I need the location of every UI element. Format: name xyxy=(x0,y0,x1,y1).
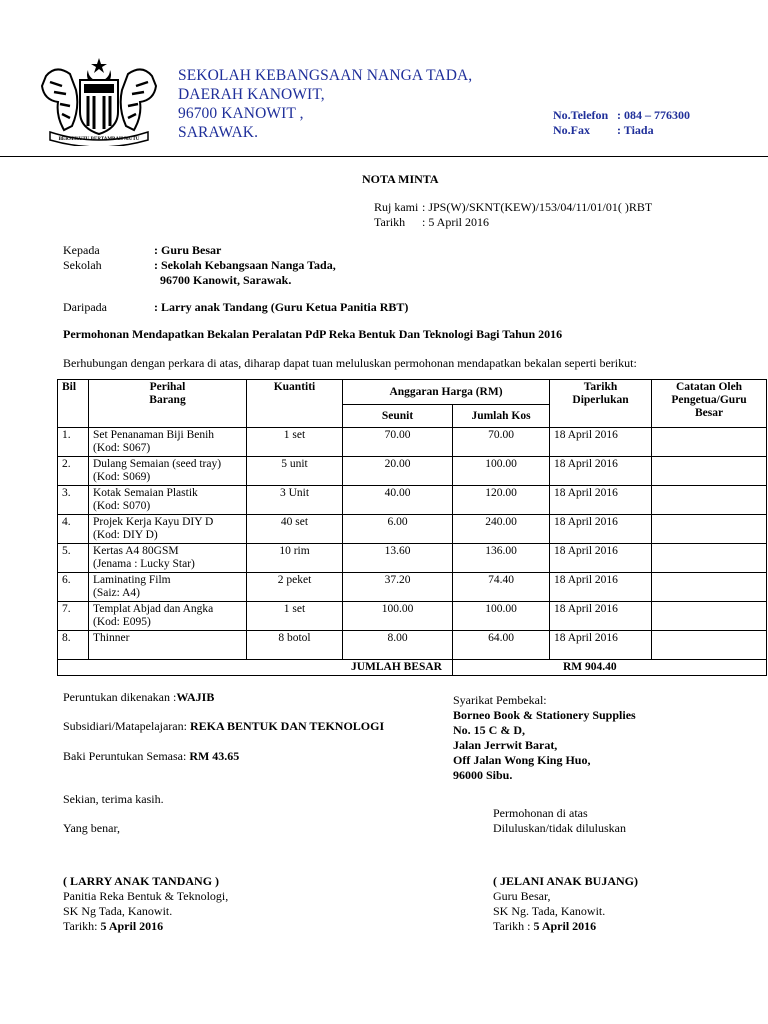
row-unit-price: 13.60 xyxy=(343,544,453,573)
row-bil: 3. xyxy=(58,486,89,515)
signer-left xyxy=(63,874,228,934)
table-row xyxy=(58,631,767,660)
row-date: 18 April 2016 xyxy=(550,515,652,544)
row-qty: 5 unit xyxy=(247,457,343,486)
to-label: Kepada xyxy=(63,243,100,257)
supplier-address-4: 96000 Sibu. xyxy=(453,768,513,782)
signer-left-place: SK Ng Tada, Kanowit. xyxy=(63,904,173,918)
to-line xyxy=(63,243,221,258)
row-item xyxy=(89,515,247,544)
signer-left-date: 5 April 2016 xyxy=(100,919,164,933)
table-row xyxy=(58,573,767,602)
row-date: 18 April 2016 xyxy=(550,631,652,660)
row-qty: 8 botol xyxy=(247,631,343,660)
phone-label: No.Telefon xyxy=(553,108,609,122)
signer-right-date: 5 April 2016 xyxy=(533,919,597,933)
row-item-name: Dulang Semaian (seed tray) xyxy=(93,458,222,470)
allocation-label: Peruntukan dikenakan : xyxy=(63,690,177,704)
approval-line-1: Permohonan di atas xyxy=(493,806,588,820)
items-table xyxy=(57,379,767,676)
row-bil: 8. xyxy=(58,631,89,660)
row-total-cost: 70.00 xyxy=(453,428,550,457)
row-date: 18 April 2016 xyxy=(550,573,652,602)
row-total-cost: 100.00 xyxy=(453,457,550,486)
row-item xyxy=(89,602,247,631)
col-catatan: Catatan Oleh Pengetua/Guru Besar xyxy=(652,380,767,428)
crest-motto: BERSEKUTU BERTAMBAH MUTU xyxy=(58,137,140,142)
col-jumlah-kos: Jumlah Kos xyxy=(453,405,550,428)
closing-regards: Yang benar, xyxy=(63,821,120,835)
fax-label: No.Fax xyxy=(553,123,590,137)
row-note xyxy=(652,428,767,457)
row-item xyxy=(89,544,247,573)
col-seunit: Seunit xyxy=(343,405,453,428)
row-unit-price: 70.00 xyxy=(343,428,453,457)
row-bil: 6. xyxy=(58,573,89,602)
total-row xyxy=(58,660,767,676)
row-bil: 1. xyxy=(58,428,89,457)
col-bil: Bil xyxy=(58,380,89,428)
row-item xyxy=(89,428,247,457)
signer-right-name: ( JELANI ANAK BUJANG) xyxy=(493,874,639,888)
table-row xyxy=(58,602,767,631)
row-unit-price: 6.00 xyxy=(343,515,453,544)
row-item xyxy=(89,486,247,515)
memo-date-label: Tarikh xyxy=(374,215,406,229)
row-unit-price: 40.00 xyxy=(343,486,453,515)
from-label: Daripada xyxy=(63,300,107,314)
row-item-name: Laminating Film xyxy=(93,574,171,586)
total-label: JUMLAH BESAR xyxy=(58,660,453,676)
row-item-name: Thinner xyxy=(93,632,130,644)
school-label: Sekolah xyxy=(63,258,102,272)
allocation-value: WAJIB xyxy=(176,690,215,704)
from-line xyxy=(63,300,408,315)
supplier-block xyxy=(453,693,636,783)
table-row xyxy=(58,486,767,515)
row-item-name: Projek Kerja Kayu DIY D xyxy=(93,516,214,528)
row-note xyxy=(652,544,767,573)
col-tarikh: Tarikh Diperlukan xyxy=(550,380,652,428)
row-item-code: (Kod: DIY D) xyxy=(93,529,158,541)
memo-reference xyxy=(374,200,652,230)
signer-left-name: ( LARRY ANAK TANDANG ) xyxy=(63,874,220,888)
school-value-2: 96700 Kanowit, Sarawak. xyxy=(160,273,292,287)
row-item-code: (Kod: S070) xyxy=(93,500,151,512)
subsidiary-line xyxy=(63,719,384,734)
closing-thanks: Sekian, terima kasih. xyxy=(63,792,164,806)
supplier-name: Borneo Book & Stationery Supplies xyxy=(453,708,636,722)
memo-title: NOTA MINTA xyxy=(362,172,439,186)
row-date: 18 April 2016 xyxy=(550,457,652,486)
supplier-address-2: Jalan Jerrwit Barat, xyxy=(453,738,558,752)
row-item xyxy=(89,631,247,660)
signer-left-role: Panitia Reka Bentuk & Teknologi, xyxy=(63,889,229,903)
row-note xyxy=(652,515,767,544)
row-total-cost: 64.00 xyxy=(453,631,550,660)
balance-value: RM 43.65 xyxy=(189,749,240,763)
signer-right-date-label: Tarikh : xyxy=(493,919,531,933)
to-value: : Guru Besar xyxy=(154,243,222,257)
row-note xyxy=(652,602,767,631)
col-kuantiti: Kuantiti xyxy=(247,380,343,428)
row-qty: 2 peket xyxy=(247,573,343,602)
school-address xyxy=(178,66,472,142)
row-item xyxy=(89,573,247,602)
school-state: SARAWAK. xyxy=(178,124,259,141)
memo-date-value: : 5 April 2016 xyxy=(422,215,490,229)
row-date: 18 April 2016 xyxy=(550,544,652,573)
row-date: 18 April 2016 xyxy=(550,428,652,457)
approval-block xyxy=(493,806,626,836)
row-item xyxy=(89,457,247,486)
row-item-code: (Kod: S069) xyxy=(93,471,151,483)
row-date: 18 April 2016 xyxy=(550,602,652,631)
row-note xyxy=(652,457,767,486)
memo-intro: Berhubungan dengan perkara di atas, diharap dapat tuan meluluskan permohonan mendapatkan bekalan seperti berikut: xyxy=(63,356,637,370)
approval-line-2: Diluluskan/tidak diluluskan xyxy=(493,821,626,835)
row-total-cost: 100.00 xyxy=(453,602,550,631)
row-item-code: (Kod: E095) xyxy=(93,616,151,628)
row-bil: 4. xyxy=(58,515,89,544)
row-note xyxy=(652,486,767,515)
school-line xyxy=(63,258,336,288)
col-perihal: Perihal Barang xyxy=(89,380,247,428)
row-total-cost: 120.00 xyxy=(453,486,550,515)
row-item-code: (Saiz: A4) xyxy=(93,587,140,599)
row-item-code: (Kod: S067) xyxy=(93,442,151,454)
row-qty: 1 set xyxy=(247,428,343,457)
row-item-name: Kertas A4 80GSM xyxy=(93,545,179,557)
row-unit-price: 8.00 xyxy=(343,631,453,660)
table-row xyxy=(58,428,767,457)
phone-value: : 084 – 776300 xyxy=(617,108,690,122)
row-item-code: (Jenama : Lucky Star) xyxy=(93,558,195,570)
header-divider xyxy=(0,156,768,157)
school-value-1: : Sekolah Kebangsaan Nanga Tada, xyxy=(154,258,336,272)
school-district: DAERAH KANOWIT, xyxy=(178,86,325,103)
balance-line xyxy=(63,749,239,764)
signer-left-date-label: Tarikh: xyxy=(63,919,98,933)
row-unit-price: 20.00 xyxy=(343,457,453,486)
memo-subject: Permohonan Mendapatkan Bekalan Peralatan PdP Reka Bentuk Dan Teknologi Bagi Tahun 2016 xyxy=(63,327,563,341)
row-qty: 3 Unit xyxy=(247,486,343,515)
table-header-row xyxy=(58,380,767,405)
row-unit-price: 100.00 xyxy=(343,602,453,631)
row-item-name: Templat Abjad dan Angka xyxy=(93,603,214,615)
subsidiary-label: Subsidiari/Matapelajaran: xyxy=(63,719,187,733)
row-qty: 40 set xyxy=(247,515,343,544)
signer-right-place: SK Ng. Tada, Kanowit. xyxy=(493,904,606,918)
row-total-cost: 240.00 xyxy=(453,515,550,544)
table-row xyxy=(58,544,767,573)
total-value: RM 904.40 xyxy=(453,660,767,676)
malaysia-crest-icon xyxy=(36,56,162,146)
row-note xyxy=(652,631,767,660)
ref-value: : JPS(W)/SKNT(KEW)/153/04/11/01/01( )RBT xyxy=(422,200,653,214)
row-item-name: Kotak Semaian Plastik xyxy=(93,487,198,499)
school-name: SEKOLAH KEBANGSAAN NANGA TADA, xyxy=(178,67,473,84)
row-date: 18 April 2016 xyxy=(550,486,652,515)
table-row xyxy=(58,457,767,486)
supplier-address-1: No. 15 C & D, xyxy=(453,723,525,737)
row-total-cost: 74.40 xyxy=(453,573,550,602)
school-contact xyxy=(553,108,690,138)
supplier-label: Syarikat Pembekal: xyxy=(453,693,547,707)
col-anggaran: Anggaran Harga (RM) xyxy=(343,380,550,405)
balance-label: Baki Peruntukan Semasa: xyxy=(63,749,187,763)
row-bil: 2. xyxy=(58,457,89,486)
school-postcode: 96700 KANOWIT , xyxy=(178,105,304,122)
row-bil: 5. xyxy=(58,544,89,573)
row-qty: 10 rim xyxy=(247,544,343,573)
ref-label: Ruj kami xyxy=(374,200,419,214)
row-qty: 1 set xyxy=(247,602,343,631)
row-bil: 7. xyxy=(58,602,89,631)
row-unit-price: 37.20 xyxy=(343,573,453,602)
signer-right-role: Guru Besar, xyxy=(493,889,551,903)
table-row xyxy=(58,515,767,544)
subsidiary-value: REKA BENTUK DAN TEKNOLOGI xyxy=(189,719,385,733)
supplier-address-3: Off Jalan Wong King Huo, xyxy=(453,753,591,767)
signer-right xyxy=(493,874,638,934)
row-total-cost: 136.00 xyxy=(453,544,550,573)
row-item-name: Set Penanaman Biji Benih xyxy=(93,429,215,441)
row-note xyxy=(652,573,767,602)
from-value: : Larry anak Tandang (Guru Ketua Panitia RBT) xyxy=(154,300,409,314)
fax-value: : Tiada xyxy=(617,123,654,137)
allocation-line xyxy=(63,690,214,705)
